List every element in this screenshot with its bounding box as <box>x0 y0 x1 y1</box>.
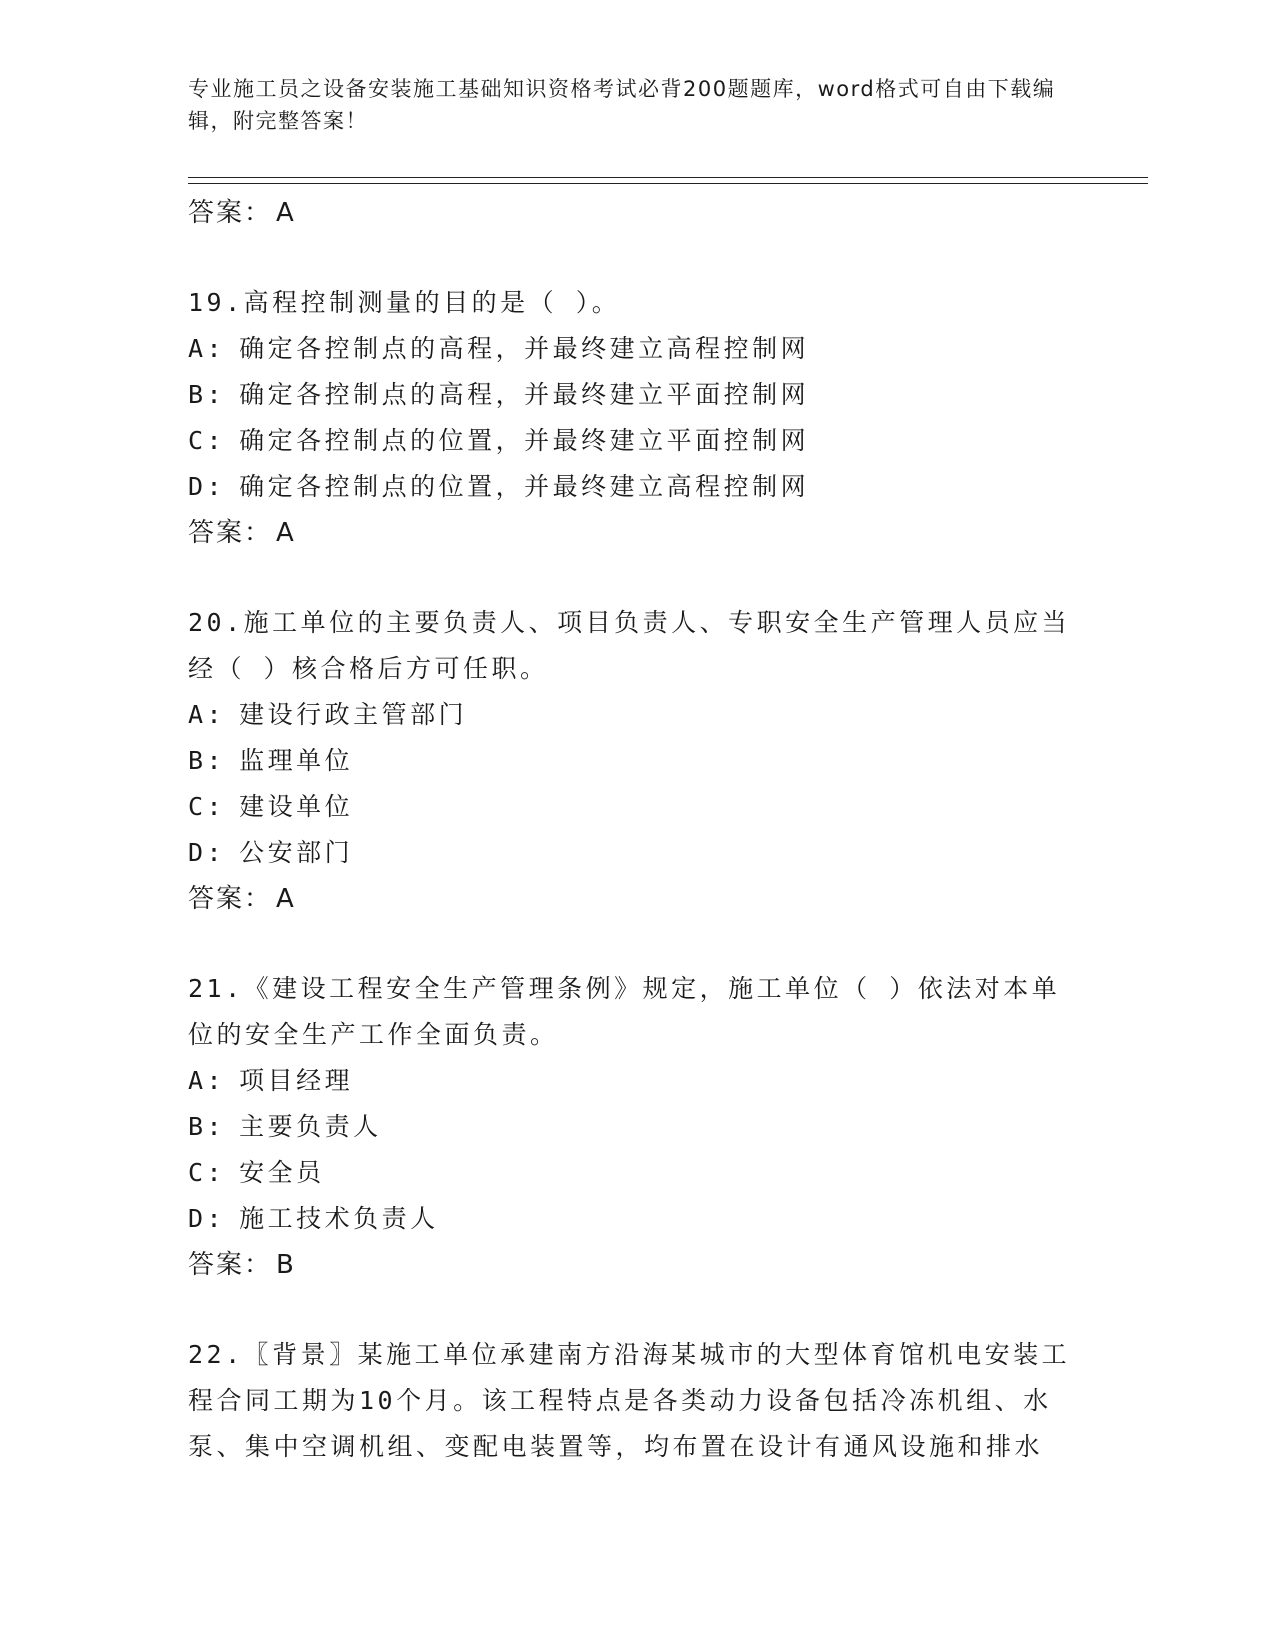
header-title: 专业施工员之设备安装施工基础知识资格考试必背200题题库，word格式可自由下载编辑，附完整答案！ <box>188 77 1056 133</box>
option-d <box>188 464 1088 510</box>
document-header <box>188 73 1088 137</box>
option-text: 确定各控制点的高程，并最终建立高程控制网 <box>239 334 810 363</box>
option-text: 施工技术负责人 <box>239 1204 439 1233</box>
option-text: 项目经理 <box>239 1066 354 1095</box>
answer-label: 答案： <box>188 518 273 548</box>
answer-line <box>188 510 1088 556</box>
answer-value: A <box>276 518 296 548</box>
option-key: D: <box>188 1204 226 1233</box>
option-key: D: <box>188 838 226 867</box>
option-b <box>188 738 1088 784</box>
option-c <box>188 418 1088 464</box>
document-body <box>188 190 1088 1470</box>
question-stem: 22.〖背景〗某施工单位承建南方沿海某城市的大型体育馆机电安装工程合同工期为10个月。该工程特点是各类动力设备包括冷冻机组、水泵、集中空调机组、变配电装置等，均布置在设计有通风设施和排水 <box>188 1340 1071 1461</box>
answer-label: 答案： <box>188 884 273 914</box>
question-21 <box>188 966 1088 1288</box>
option-text: 确定各控制点的位置，并最终建立高程控制网 <box>239 472 810 501</box>
option-b <box>188 372 1088 418</box>
question-22 <box>188 1332 1088 1470</box>
answer-value: A <box>276 884 296 914</box>
option-text: 主要负责人 <box>239 1112 382 1141</box>
option-text: 公安部门 <box>239 838 354 867</box>
answer-line <box>188 1242 1088 1288</box>
answer-line <box>188 190 1088 236</box>
option-key: A: <box>188 1066 226 1095</box>
option-key: D: <box>188 472 226 501</box>
option-c <box>188 784 1088 830</box>
option-key: C: <box>188 792 226 821</box>
option-key: B: <box>188 1112 226 1141</box>
answer-label: 答案： <box>188 1250 273 1280</box>
option-key: C: <box>188 1158 226 1187</box>
question-20 <box>188 600 1088 922</box>
option-key: B: <box>188 380 226 409</box>
option-c <box>188 1150 1088 1196</box>
option-b <box>188 1104 1088 1150</box>
header-divider <box>188 177 1148 184</box>
answer-label: 答案： <box>188 198 273 228</box>
option-text: 安全员 <box>239 1158 325 1187</box>
answer-value: A <box>276 198 296 228</box>
answer-line <box>188 876 1088 922</box>
option-d <box>188 830 1088 876</box>
answer-value: B <box>276 1250 296 1280</box>
option-text: 建设单位 <box>239 792 354 821</box>
option-key: A: <box>188 700 226 729</box>
option-a <box>188 1058 1088 1104</box>
question-19 <box>188 280 1088 556</box>
option-key: A: <box>188 334 226 363</box>
option-a <box>188 326 1088 372</box>
question-stem: 21.《建设工程安全生产管理条例》规定，施工单位（ ）依法对本单位的安全生产工作全面负责。 <box>188 974 1061 1049</box>
question-stem: 19.高程控制测量的目的是（ ）。 <box>188 288 621 317</box>
option-text: 建设行政主管部门 <box>239 700 468 729</box>
question-stem: 20.施工单位的主要负责人、项目负责人、专职安全生产管理人员应当经（ ）核合格后方可任职。 <box>188 608 1071 683</box>
option-a <box>188 692 1088 738</box>
option-d <box>188 1196 1088 1242</box>
option-text: 确定各控制点的高程，并最终建立平面控制网 <box>239 380 810 409</box>
option-text: 监理单位 <box>239 746 354 775</box>
option-text: 确定各控制点的位置，并最终建立平面控制网 <box>239 426 810 455</box>
option-key: B: <box>188 746 226 775</box>
option-key: C: <box>188 426 226 455</box>
